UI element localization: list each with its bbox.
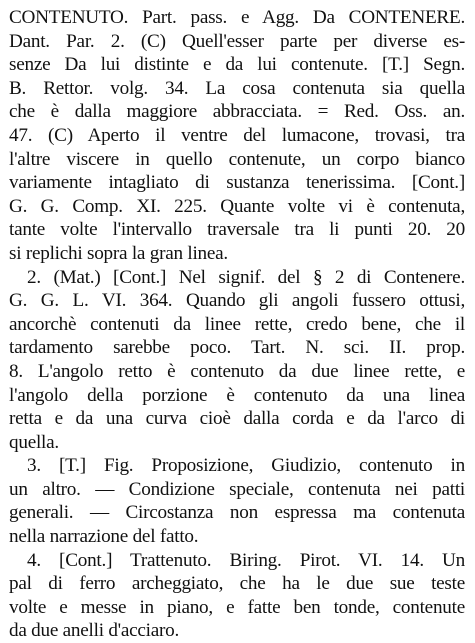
entry-definition [9,6,465,266]
text-line: 3. [T.] Fig. Proposizione, Giudizio, contenuto in [27,455,465,477]
text-line: nella narrazione del fatto. [9,526,199,548]
text-line: da due anelli d'acciaro. [9,620,180,642]
text-line: retta e da una curva cioè dalla corda e da l'arco di [9,408,465,430]
text-line: volte e messe in piano, e fatte ben tonde, contenute [9,596,465,618]
text-line: variamente intagliato di sustanza tenerissima. [Cont.] [9,172,465,194]
text-line: 4. [Cont.] Trattenuto. Biring. Pirot. VI. 14. Un [27,549,465,571]
text-line: 2. (Mat.) [Cont.] Nel signif. del § 2 di Contenere. [27,266,465,288]
sense-2 [9,266,465,455]
sense-4 [9,549,465,643]
text-line: tardamento sarebbe poco. Tart. N. sci. II. prop. [9,337,465,359]
text-line: un altro. — Condizione speciale, contenuta nei patti [9,478,465,500]
text-line: 47. (C) Aperto il ventre del lumacone, trovasi, tra [9,124,465,146]
text-line: G. G. L. VI. 364. Quando gli angoli fussero ottusi, [9,290,465,312]
text-line: l'angolo della porzione è contenuto da una linea [9,384,465,406]
text-line: tante volte l'intervallo traversale tra li punti 20. 20 [9,219,465,241]
text-line: generali. — Circostanza non espressa ma contenuta [9,502,465,524]
text-line: l'altre viscere in quello contenute, un corpo bianco [9,148,465,170]
text-line: B. Rettor. volg. 34. La cosa contenuta sia quella [9,77,465,99]
dictionary-entry [9,6,465,643]
text-line: pal di ferro archeggiato, che ha le due sue teste [9,573,465,595]
text-line: CONTENUTO. Part. pass. e Agg. Da CONTENERE. [9,7,465,28]
text-line: 8. L'angolo retto è contenuto da due linee rette, e [9,360,465,382]
text-line: Dant. Par. 2. (C) Quell'esser parte per diverse es- [9,30,465,52]
text-line: quella. [9,431,59,453]
text-line: senze Da lui distinte e da lui contenute. [T.] Segn. [9,54,465,76]
text-line: che è dalla maggiore abbracciata. = Red. Oss. an. [9,101,465,123]
text-line: si replichi sopra la gran linea. [9,242,228,264]
text-line: G. G. Comp. XI. 225. Quante volte vi è contenuta, [9,195,465,217]
sense-3 [9,454,465,548]
text-line: ancorchè contenuti da linee rette, credo bene, che il [9,313,465,335]
